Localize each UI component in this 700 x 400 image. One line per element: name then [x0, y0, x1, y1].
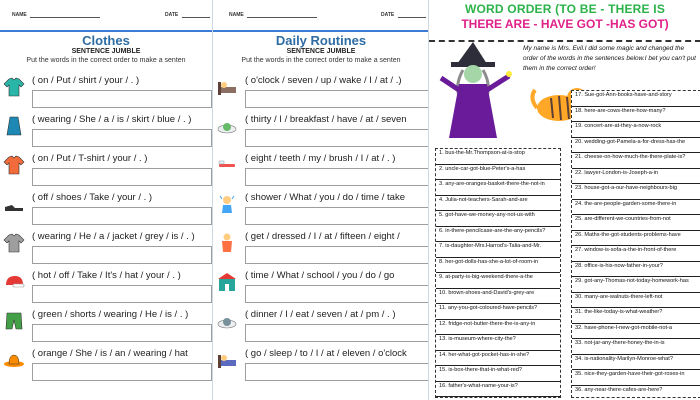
jumble-row — [213, 345, 429, 383]
jumble-sentence: ( shower / What / you / do / time / take — [245, 192, 405, 203]
sentence-item[interactable]: 25. are-different-we-countries-from-not — [572, 215, 700, 231]
jumble-sentence: ( eight / teeth / my / brush / I / at / . ) — [245, 153, 396, 164]
answer-box[interactable] — [32, 90, 212, 108]
tshirt-icon — [3, 154, 25, 176]
answer-box[interactable] — [245, 363, 429, 381]
answer-box[interactable] — [245, 168, 429, 186]
sentence-item[interactable]: 3. any-are-oranges-basket-there-the-not-in — [436, 180, 560, 196]
jumble-row — [213, 189, 429, 227]
sentence-item[interactable]: 30. many-are-walnuts-there-left-not — [572, 293, 700, 309]
worksheet-instruction: Put the words in the correct order to make a senten — [26, 57, 186, 64]
jacket-icon — [3, 232, 25, 254]
sentence-item[interactable]: 21. cheese-on-how-much-the-there-plate-is? — [572, 153, 700, 169]
name-label: NAME — [12, 12, 27, 18]
sentence-item[interactable]: 13. is-museum-where-city-the? — [436, 335, 560, 351]
sentence-item[interactable]: 17. Sue-got-Ann-books-have-and-story — [572, 91, 700, 107]
jumble-sentence: ( dinner / I / eat / seven / at / pm / . ) — [245, 309, 396, 320]
toothbrush-icon — [216, 154, 238, 176]
jumble-sentence: ( wearing / He / a / jacket / grey / is / . ) — [32, 231, 195, 242]
jumble-row — [213, 150, 429, 188]
answer-box[interactable] — [245, 324, 429, 342]
answer-box[interactable] — [245, 285, 429, 303]
sentence-item[interactable]: 32. have-phone-I-new-got-mobile-not-a — [572, 324, 700, 340]
sentence-item[interactable]: 28. office-is-his-now-father-in-your? — [572, 262, 700, 278]
jumble-sentence: ( orange / She / is / an / wearing / hat — [32, 348, 188, 359]
hat-icon — [3, 349, 25, 371]
jumble-row — [0, 345, 212, 383]
skirt-icon — [3, 115, 25, 137]
sentence-item[interactable]: 2. uncle-car-got-blue-Peter's-a-has — [436, 165, 560, 181]
sentence-item[interactable]: 31. the-like-today-is-what-weather? — [572, 308, 700, 324]
jumble-sentence: ( go / sleep / to / I / at / eleven / o'clock — [245, 348, 407, 359]
name-label: NAME — [229, 12, 244, 18]
jumble-row — [0, 267, 212, 305]
answer-box[interactable] — [32, 246, 212, 264]
sentence-item[interactable]: 19. concert-are-at-they-a-now-rock — [572, 122, 700, 138]
sentence-item[interactable]: 16. father's-what-name-your-is? — [436, 382, 560, 398]
sentence-item[interactable]: 33. not-jar-any-there-honey-the-in-is — [572, 339, 700, 355]
sentence-item[interactable]: 9. at-party-is-big-weekend-there-a-the — [436, 273, 560, 289]
sentence-item[interactable]: 10. brown-shoes-and-David's-grey-are — [436, 289, 560, 305]
jumble-sentence: ( get / dressed / I / at / fifteen / eight / — [245, 231, 400, 242]
sentence-item[interactable]: 14. her-what-got-pocket-has-in-she? — [436, 351, 560, 367]
worksheet-instruction: Put the words in the correct order to make a senten — [241, 57, 401, 64]
shoes-icon — [3, 193, 25, 215]
sentence-item[interactable]: 4. Julia-not-teachers-Sarah-and-are — [436, 196, 560, 212]
intro-text: My name is Mrs. Evil.I did some magic and changed the order of the words in the sentences below.I bet you can't put them in the correct order! — [523, 45, 696, 72]
jumble-row — [213, 228, 429, 266]
shirt-icon — [3, 76, 25, 98]
date-label: DATE — [381, 12, 395, 18]
breakfast-icon — [216, 115, 238, 137]
answer-box[interactable] — [32, 129, 212, 147]
answer-box[interactable] — [32, 324, 212, 342]
jumble-row — [0, 72, 212, 110]
name-line — [247, 17, 317, 18]
sentence-item[interactable]: 1. bus-the-Mr.Thompson-at-is-stop — [436, 149, 560, 165]
sentence-item[interactable]: 23. house-got-a-our-have-neighbours-big — [572, 184, 700, 200]
jumble-sentence: ( off / shoes / Take / your / . ) — [32, 192, 153, 203]
jumble-row — [213, 111, 429, 149]
word-order-worksheet — [428, 0, 700, 400]
wake-up-icon — [216, 76, 238, 98]
sentence-item[interactable]: 29. got-any-Thomas-not-today-homework-has — [572, 277, 700, 293]
daily-routines-worksheet — [212, 0, 429, 400]
banner-line-1: WORD ORDER (TO BE - THERE IS — [464, 2, 666, 16]
sentence-item[interactable]: 36. any-near-there-cafes-are-here? — [572, 386, 700, 400]
sentence-item[interactable]: 26. Maths-the-got-students-problems-have — [572, 231, 700, 247]
jumble-row — [0, 189, 212, 227]
worksheet-header — [0, 0, 212, 32]
sentence-item[interactable]: 11. any-you-got-coloured-have-pencils? — [436, 304, 560, 320]
sentence-list-left — [435, 148, 561, 398]
sentence-item[interactable]: 22. lawyer-London-is-Joseph-a-in — [572, 169, 700, 185]
banner-line-2: THERE ARE - HAVE GOT -HAS GOT) — [461, 17, 669, 31]
sentence-item[interactable]: 5. got-have-we-money-any-not-us-with — [436, 211, 560, 227]
date-label: DATE — [165, 12, 179, 18]
sentence-item[interactable]: 15. is-box-there-that-in-what-red? — [436, 366, 560, 382]
answer-box[interactable] — [245, 246, 429, 264]
answer-box[interactable] — [32, 285, 212, 303]
dinner-icon — [216, 310, 238, 332]
title-banner — [429, 0, 700, 42]
page-title: Clothes — [82, 33, 130, 48]
sentence-item[interactable]: 18. here-are-cows-there-how-many? — [572, 107, 700, 123]
jumble-sentence: ( on / Put / shirt / your / . ) — [32, 75, 140, 86]
sentence-item[interactable]: 20. wedding-got-Pamela-a-for-dress-has-the — [572, 138, 700, 154]
clothes-worksheet — [0, 0, 212, 400]
name-line — [30, 17, 100, 18]
jumble-row — [213, 306, 429, 344]
jumble-sentence: ( thirty / I / breakfast / have / at / seven — [245, 114, 407, 125]
witch-icon — [435, 40, 515, 140]
sentence-item[interactable]: 27. window-is-sofa-a-the-in-front-of-there — [572, 246, 700, 262]
answer-box[interactable] — [245, 207, 429, 225]
jumble-sentence: ( on / Put / T-shirt / your / . ) — [32, 153, 148, 164]
date-line — [182, 17, 210, 18]
jumble-row — [0, 150, 212, 188]
sentence-item[interactable]: 12. fridge-not-butter-there-the-is-any-in — [436, 320, 560, 336]
date-line — [398, 17, 426, 18]
jumble-row — [0, 306, 212, 344]
jumble-sentence: ( hot / off / Take / It's / hat / your / . ) — [32, 270, 181, 281]
sentence-item[interactable]: 24. the-are-people-garden-some-there-in — [572, 200, 700, 216]
shower-icon — [216, 193, 238, 215]
sentence-item[interactable]: 7. is-daughter-Mrs.Harrod's-Talia-and-Mr. — [436, 242, 560, 258]
sleep-icon — [216, 349, 238, 371]
answer-box[interactable] — [245, 90, 429, 108]
jumble-row — [0, 228, 212, 266]
answer-box[interactable] — [32, 168, 212, 186]
cap-icon — [3, 271, 25, 293]
answer-box[interactable] — [245, 129, 429, 147]
page-title: Daily Routines — [275, 33, 367, 48]
school-icon — [216, 271, 238, 293]
jumble-row — [0, 111, 212, 149]
answer-box[interactable] — [32, 207, 212, 225]
jumble-sentence: ( o'clock / seven / up / wake / I / at / .) — [245, 75, 402, 86]
jumble-row — [213, 72, 429, 110]
dressing-icon — [216, 232, 238, 254]
sentence-item[interactable]: 35. nice-they-garden-have-their-got-roses-in — [572, 370, 700, 386]
jumble-sentence: ( wearing / She / a / is / skirt / blue / . ) — [32, 114, 192, 125]
worksheet-header — [213, 0, 429, 32]
sentence-list-right — [571, 90, 700, 398]
worksheet-subtitle: SENTENCE JUMBLE — [71, 48, 141, 55]
shorts-icon — [3, 310, 25, 332]
jumble-sentence: ( green / shorts / wearing / He / is / . ) — [32, 309, 189, 320]
jumble-row — [213, 267, 429, 305]
worksheet-subtitle: SENTENCE JUMBLE — [286, 48, 356, 55]
sentence-item[interactable]: 8. her-got-dolls-has-she-a-lot-of-room-in — [436, 258, 560, 274]
jumble-sentence: ( time / What / school / you / do / go — [245, 270, 395, 281]
answer-box[interactable] — [32, 363, 212, 381]
sentence-item[interactable]: 34. is-nationality-Marilyn-Monroe-what? — [572, 355, 700, 371]
sentence-item[interactable]: 6. in-there-pencilcase-are-the-any-pencils? — [436, 227, 560, 243]
